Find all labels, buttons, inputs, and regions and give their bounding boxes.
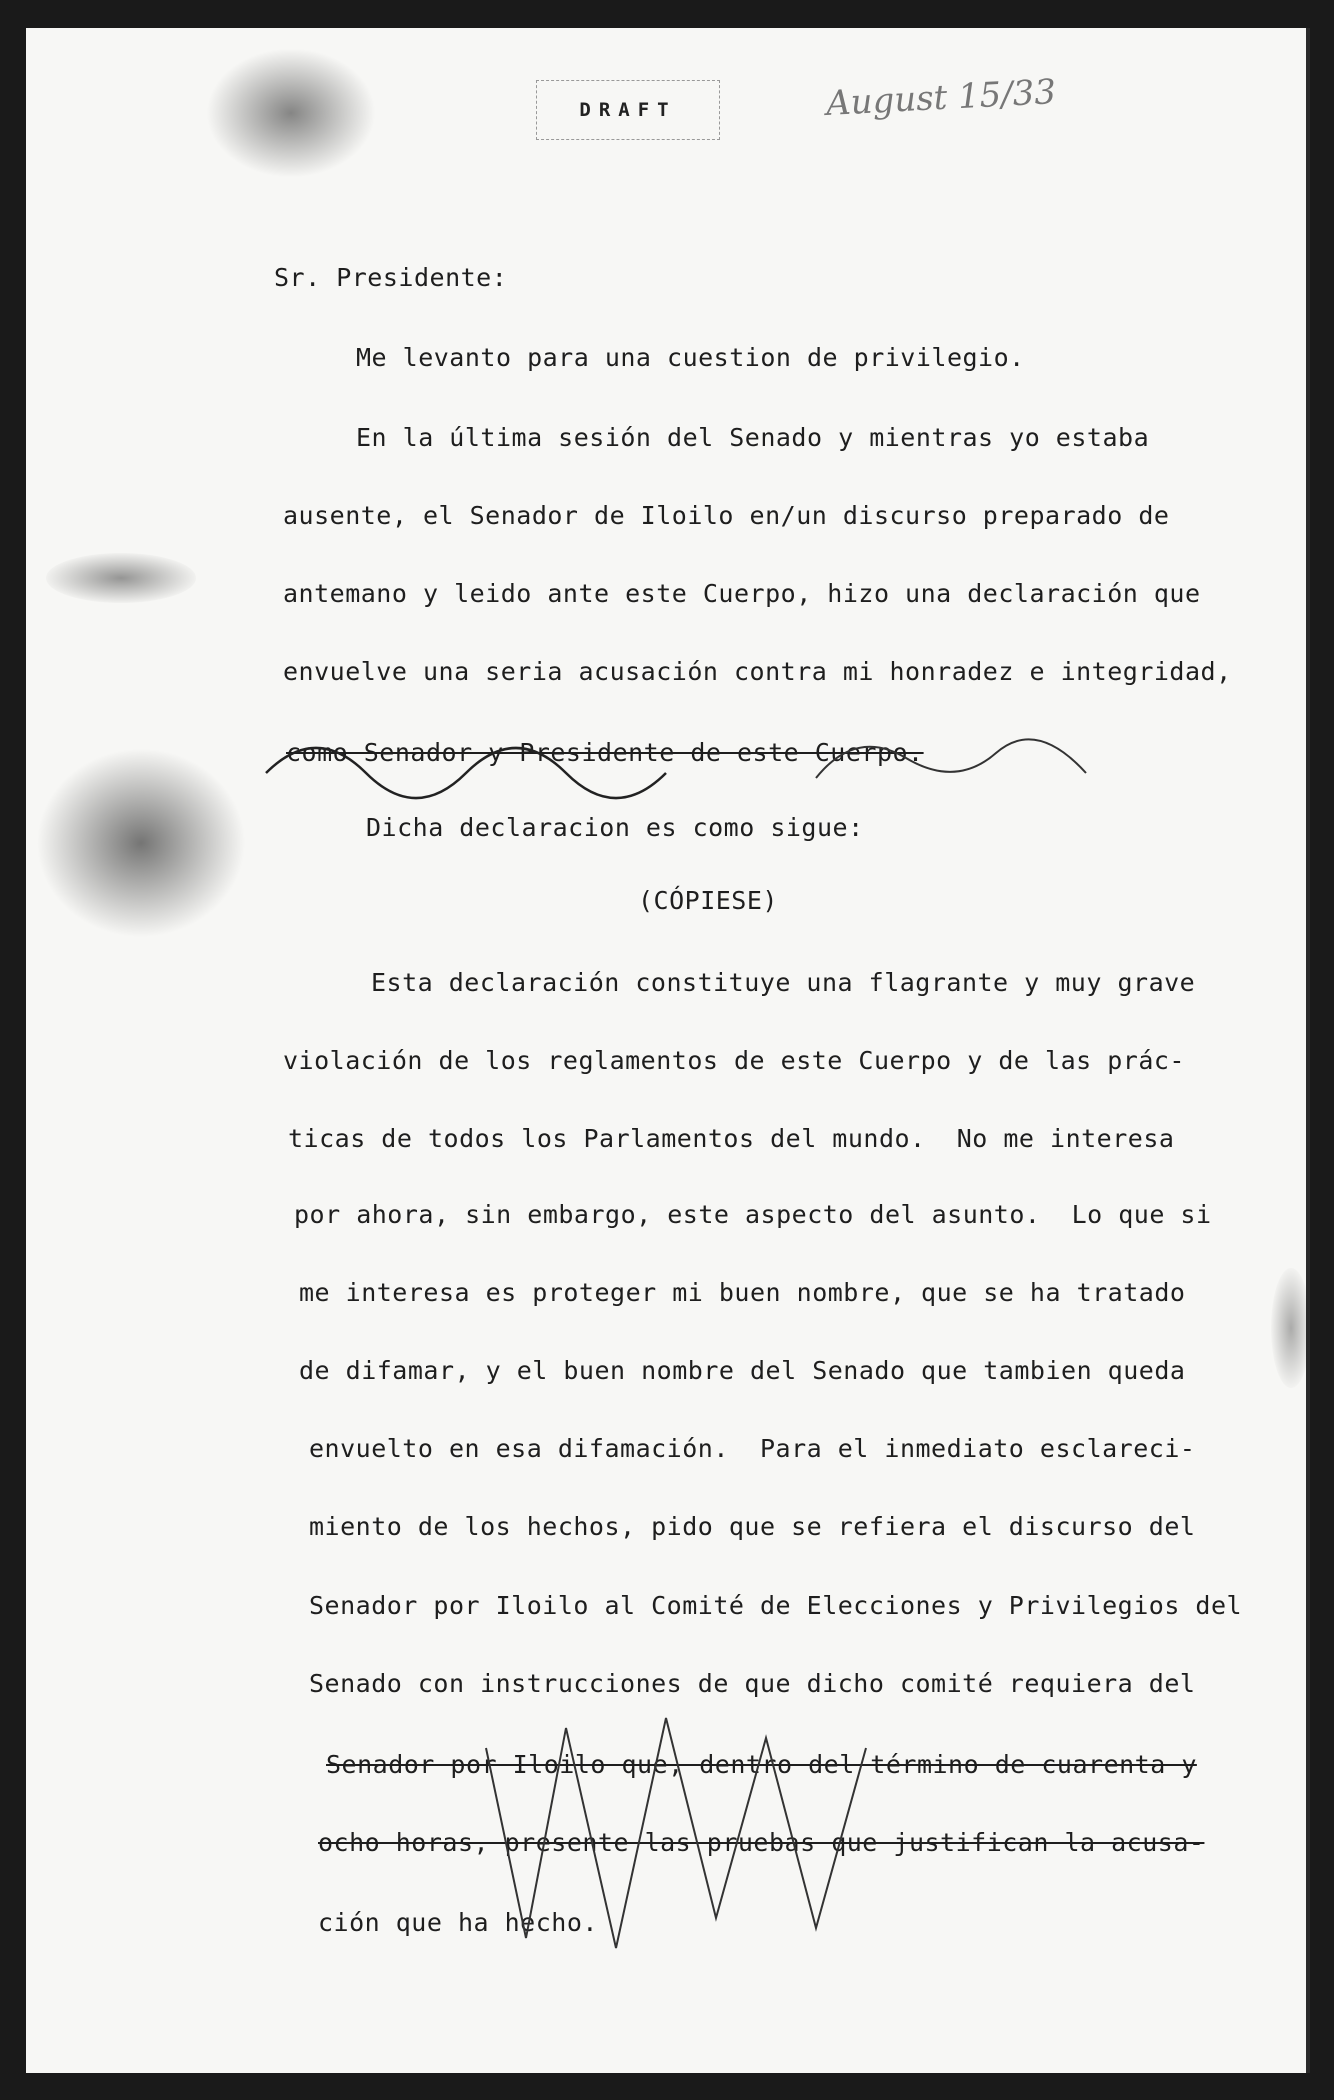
- struck-text-line: ocho horas, presente las pruebas que justifican la acusa-: [318, 1828, 1205, 1857]
- struck-text-line: Senador por Iloilo que, dentro del término de cuarenta y: [326, 1750, 1197, 1779]
- text-line: Esta declaración constituye una flagrante y muy grave: [371, 968, 1196, 997]
- ink-smudge: [46, 553, 196, 603]
- text-line: miento de los hechos, pido que se refiera el discurso del: [309, 1512, 1196, 1541]
- text-line: Senado con instrucciones de que dicho comité requiera del: [309, 1669, 1196, 1698]
- centered-note: (CÓPIESE): [638, 886, 778, 915]
- text-line: por ahora, sin embargo, este aspecto del asunto. Lo que si: [294, 1200, 1212, 1229]
- text-line: antemano y leido ante este Cuerpo, hizo una declaración que: [283, 579, 1201, 608]
- text-line: ción que ha hecho.: [318, 1908, 598, 1937]
- ink-smudge: [206, 48, 376, 178]
- text-line: envuelve una seria acusación contra mi honradez e integridad,: [283, 657, 1232, 686]
- text-line: de difamar, y el buen nombre del Senado que tambien queda: [299, 1356, 1186, 1385]
- salutation: Sr. Presidente:: [274, 263, 508, 292]
- text-line: ticas de todos los Parlamentos del mundo. No me interesa: [288, 1124, 1175, 1153]
- draft-stamp: DRAFT: [536, 80, 720, 140]
- struck-text-line: como Senador y Presidente de este Cuerpo.: [286, 738, 924, 767]
- handwritten-date: August 15/33: [825, 72, 1057, 124]
- handwritten-scribble: [466, 1688, 986, 2008]
- text-line: Me levanto para una cuestion de privilegio.: [356, 343, 1025, 372]
- ink-smudge: [36, 748, 246, 938]
- document-page: [26, 28, 1310, 2073]
- text-line: En la última sesión del Senado y mientras yo estaba: [356, 423, 1150, 452]
- text-line: ausente, el Senador de Iloilo en/un discurso preparado de: [283, 501, 1170, 530]
- text-line: me interesa es proteger mi buen nombre, que se ha tratado: [299, 1278, 1186, 1307]
- text-line: Senador por Iloilo al Comité de Elecciones y Privilegios del: [309, 1591, 1243, 1620]
- text-line: envuelto en esa difamación. Para el inmediato esclareci-: [309, 1434, 1196, 1463]
- text-line: violación de los reglamentos de este Cuerpo y de las prác-: [283, 1046, 1185, 1075]
- handwritten-scribble: [256, 718, 1116, 808]
- ink-smudge: [1271, 1268, 1311, 1388]
- text-line: Dicha declaracion es como sigue:: [366, 813, 864, 842]
